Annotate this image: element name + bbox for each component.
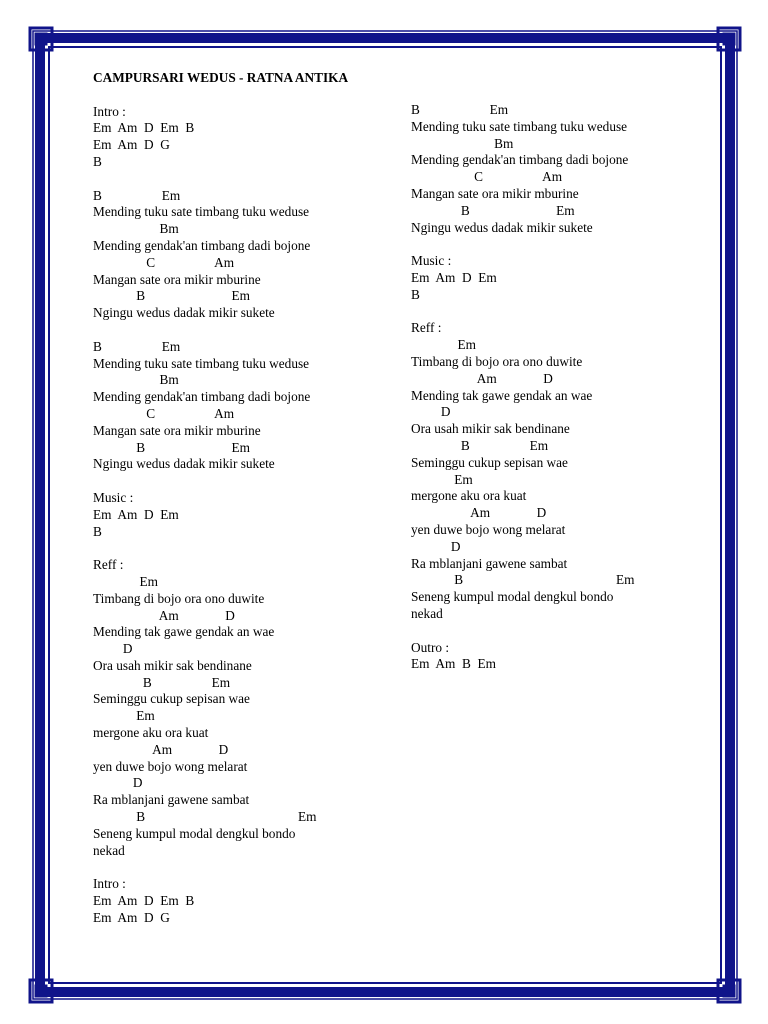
lyric-line: Em bbox=[93, 573, 159, 589]
lyric-line: B Em bbox=[411, 102, 509, 117]
lyric-line: B Em bbox=[411, 572, 635, 588]
lyric-line: Em Am D Em B bbox=[93, 120, 195, 136]
lyric-line: Am D bbox=[93, 607, 235, 623]
lyric-line bbox=[93, 322, 393, 339]
song-title: CAMPURSARI WEDUS - RATNA ANTIKA bbox=[93, 70, 349, 85]
lyric-line: D bbox=[93, 775, 143, 791]
lyric-line: Em Am D Em bbox=[411, 269, 497, 285]
lyric-line: mergone aku ora kuat bbox=[411, 488, 527, 504]
lyric-line: B bbox=[93, 523, 102, 539]
lyric-line bbox=[93, 540, 393, 557]
lyric-line: B Em bbox=[93, 439, 250, 455]
lyric-line: Mending gendak'an timbang dadi bojone bbox=[93, 237, 311, 253]
lyric-line: B Em bbox=[93, 809, 317, 825]
lyric-line: Music : bbox=[93, 489, 134, 505]
lyric-line: nekad bbox=[411, 605, 443, 621]
lyric-line: B Em bbox=[411, 202, 575, 218]
left-lyrics-block bbox=[93, 87, 393, 927]
lyric-line: Em Am D G bbox=[93, 137, 170, 153]
lyric-line: Mending tak gawe gendak an wae bbox=[93, 624, 275, 640]
lyric-line bbox=[93, 473, 393, 490]
lyric-line: Mangan sate ora mikir mburine bbox=[93, 422, 261, 438]
lyric-line: Intro : bbox=[93, 876, 126, 892]
lyric-line: Mending tuku sate timbang tuku weduse bbox=[93, 355, 310, 371]
lyric-line: Mending tuku sate timbang tuku weduse bbox=[93, 204, 310, 220]
lyric-line: Music : bbox=[411, 253, 452, 269]
lyric-line: nekad bbox=[93, 842, 125, 858]
lyric-line: Outro : bbox=[411, 639, 450, 655]
lyric-line: B Em bbox=[411, 437, 549, 453]
lyric-line: Em bbox=[411, 471, 473, 487]
lyric-line: Am D bbox=[93, 741, 229, 757]
lyric-line: Intro : bbox=[93, 103, 126, 119]
lyric-line bbox=[411, 236, 711, 253]
lyric-line: yen duwe bojo wong melarat bbox=[93, 758, 248, 774]
left-column bbox=[93, 70, 393, 927]
right-lyrics-block bbox=[411, 102, 711, 673]
lyric-line: Ngingu wedus dadak mikir sukete bbox=[93, 305, 275, 321]
lyric-line: B bbox=[93, 153, 102, 169]
lyric-line: Bm bbox=[93, 221, 179, 237]
lyric-line: Reff : bbox=[93, 557, 124, 573]
lyric-line bbox=[411, 623, 711, 640]
lyric-line: B Em bbox=[93, 187, 181, 203]
lyric-line: C Am bbox=[93, 254, 235, 270]
lyric-line: Reff : bbox=[411, 320, 442, 336]
lyric-line: Em Am D G bbox=[93, 909, 170, 925]
lyric-line: D bbox=[411, 404, 451, 420]
lyric-line: Mending tuku sate timbang tuku weduse bbox=[411, 118, 628, 134]
lyric-line: mergone aku ora kuat bbox=[93, 725, 209, 741]
lyric-line: Seminggu cukup sepisan wae bbox=[411, 454, 568, 470]
lyric-line: B Em bbox=[93, 674, 231, 690]
lyric-line bbox=[93, 87, 393, 104]
lyric-line bbox=[93, 171, 393, 188]
lyric-line bbox=[411, 304, 711, 321]
lyric-line: Em Am D Em B bbox=[93, 893, 195, 909]
lyric-line: Em Am B Em bbox=[411, 656, 496, 672]
lyric-line: Em bbox=[93, 708, 155, 724]
lyric-line: Timbang di bojo ora ono duwite bbox=[93, 590, 265, 606]
lyric-line: Mending gendak'an timbang dadi bojone bbox=[411, 152, 629, 168]
lyric-line: Ora usah mikir sak bendinane bbox=[411, 421, 570, 437]
lyric-line: Am D bbox=[411, 370, 553, 386]
lyric-line: Am D bbox=[411, 505, 547, 521]
lyric-line: Timbang di bojo ora ono duwite bbox=[411, 353, 583, 369]
lyric-line: Ra mblanjani gawene sambat bbox=[411, 555, 568, 571]
lyric-line: Ngingu wedus dadak mikir sukete bbox=[411, 219, 593, 235]
lyric-line: yen duwe bojo wong melarat bbox=[411, 521, 566, 537]
lyric-line: Ora usah mikir sak bendinane bbox=[93, 657, 252, 673]
lyric-line: Mangan sate ora mikir mburine bbox=[411, 185, 579, 201]
lyric-line: D bbox=[411, 538, 461, 554]
lyric-line: B bbox=[411, 286, 420, 302]
lyric-line: Seminggu cukup sepisan wae bbox=[93, 691, 250, 707]
lyric-line: Ra mblanjani gawene sambat bbox=[93, 792, 250, 808]
lyric-line: Seneng kumpul modal dengkul bondo bbox=[93, 825, 296, 841]
lyric-line: C Am bbox=[93, 405, 235, 421]
lyric-line: Mending tak gawe gendak an wae bbox=[411, 387, 593, 403]
lyric-line bbox=[93, 859, 393, 876]
lyric-line: Em bbox=[411, 337, 477, 353]
lyric-line: Mending gendak'an timbang dadi bojone bbox=[93, 389, 311, 405]
lyric-line: D bbox=[93, 641, 133, 657]
lyric-line: Seneng kumpul modal dengkul bondo bbox=[411, 589, 614, 605]
lyric-line: C Am bbox=[411, 169, 563, 185]
lyric-line: B Em bbox=[93, 288, 250, 304]
right-column bbox=[411, 102, 711, 673]
lyric-line: Mangan sate ora mikir mburine bbox=[93, 271, 261, 287]
lyric-line: Bm bbox=[411, 135, 514, 151]
lyric-line: B Em bbox=[93, 338, 181, 354]
lyric-line: Em Am D Em bbox=[93, 506, 179, 522]
lyric-line: Ngingu wedus dadak mikir sukete bbox=[93, 456, 275, 472]
lyric-line: Bm bbox=[93, 372, 179, 388]
